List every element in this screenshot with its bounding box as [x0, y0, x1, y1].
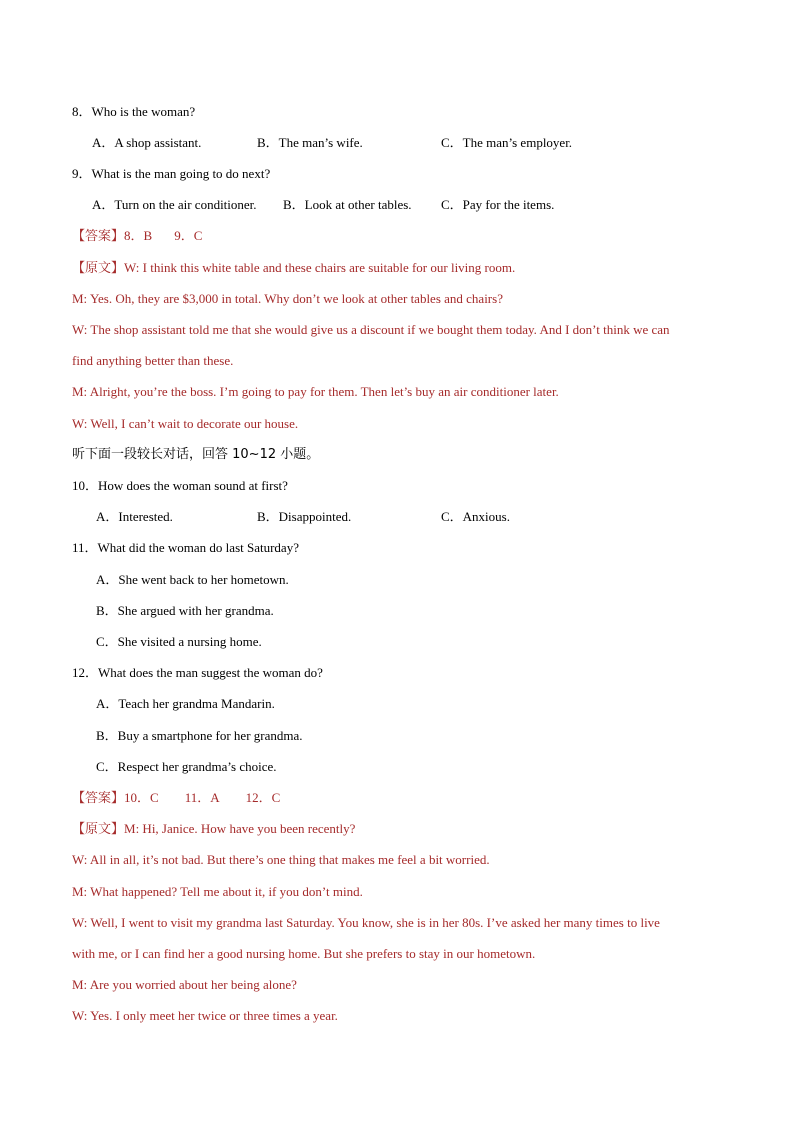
transcript-tag: 【原文】	[72, 822, 125, 837]
question-11-stem: 11．What did the woman do last Saturday?	[72, 540, 299, 555]
question-8-option-a: A．A shop assistant.	[92, 135, 202, 150]
answer-11: 11．A	[184, 790, 220, 805]
question-9-option-a: A．Turn on the air conditioner.	[92, 197, 257, 212]
transcript-2-line-7: W: Yes. I only meet her twice or three times a year.	[72, 1008, 338, 1023]
transcript-2-text-1: M: Hi, Janice. How have you been recently?	[124, 821, 356, 836]
answer-tag: 【答案】	[72, 229, 125, 244]
transcript-1-line-6: W: Well, I can’t wait to decorate our house.	[72, 416, 299, 431]
question-12-option-a: A．Teach her grandma Mandarin.	[96, 696, 275, 711]
transcript-tag: 【原文】	[72, 261, 125, 276]
answer-key-10-12	[72, 789, 280, 808]
question-8-option-c: C．The man’s employer.	[441, 135, 573, 150]
question-9-stem: 9．What is the man going to do next?	[72, 166, 271, 181]
question-12-option-b: B．Buy a smartphone for her grandma.	[96, 728, 303, 743]
question-12-stem: 12．What does the man suggest the woman do?	[72, 665, 323, 680]
question-12-option-c: C．Respect her grandma’s choice.	[96, 759, 277, 774]
question-10-option-b: B．Disappointed.	[257, 509, 352, 524]
question-10-option-c: C．Anxious.	[441, 509, 510, 524]
transcript-1-line-5: M: Alright, you’re the boss. I’m going to pay for them. Then let’s buy an air conditioner later.	[72, 384, 559, 399]
transcript-2-line-3: M: What happened? Tell me about it, if you don’t mind.	[72, 884, 363, 899]
answer-12: 12．C	[245, 790, 281, 805]
transcript-1-line-1	[72, 259, 515, 278]
transcript-2-line-5: with me, or I can find her a good nursing home. But she prefers to stay in our hometown.	[72, 946, 536, 961]
transcript-1-line-4: find anything better than these.	[72, 353, 234, 368]
question-11-option-a: A．She went back to her hometown.	[96, 572, 289, 587]
transcript-1-line-2: M: Yes. Oh, they are $3,000 in total. Why don’t we look at other tables and chairs?	[72, 291, 503, 306]
question-9-option-b: B．Look at other tables.	[283, 197, 412, 212]
answer-10: 10．C	[124, 790, 159, 805]
answer-key-8-9	[72, 227, 202, 246]
question-10-option-a: A．Interested.	[96, 509, 173, 524]
transcript-2-line-2: W: All in all, it’s not bad. But there’s one thing that makes me feel a bit worried.	[72, 852, 490, 867]
question-11-option-c: C．She visited a nursing home.	[96, 634, 262, 649]
transcript-2-line-1	[72, 820, 355, 839]
answer-8: 8．B	[124, 228, 153, 243]
question-9-option-c: C．Pay for the items.	[441, 197, 555, 212]
answer-9: 9．C	[174, 228, 203, 243]
question-8-option-b: B．The man’s wife.	[257, 135, 363, 150]
question-10-stem: 10．How does the woman sound at first?	[72, 478, 288, 493]
answer-tag: 【答案】	[72, 791, 125, 806]
transcript-1-text-1: W: I think this white table and these chairs are suitable for our living room.	[124, 260, 516, 275]
question-11-option-b: B．She argued with her grandma.	[96, 603, 274, 618]
question-8-stem: 8．Who is the woman?	[72, 104, 196, 119]
transcript-2-line-4: W: Well, I went to visit my grandma last Saturday. You know, she is in her 80s. I’ve asked her many times to live	[72, 915, 660, 930]
section-intro: 听下面一段较长对话，回答 10~12 小题。	[72, 447, 320, 462]
transcript-2-line-6: M: Are you worried about her being alone?	[72, 977, 297, 992]
transcript-1-line-3: W: The shop assistant told me that she would give us a discount if we bought them today. And I don’t think we can	[72, 322, 670, 337]
